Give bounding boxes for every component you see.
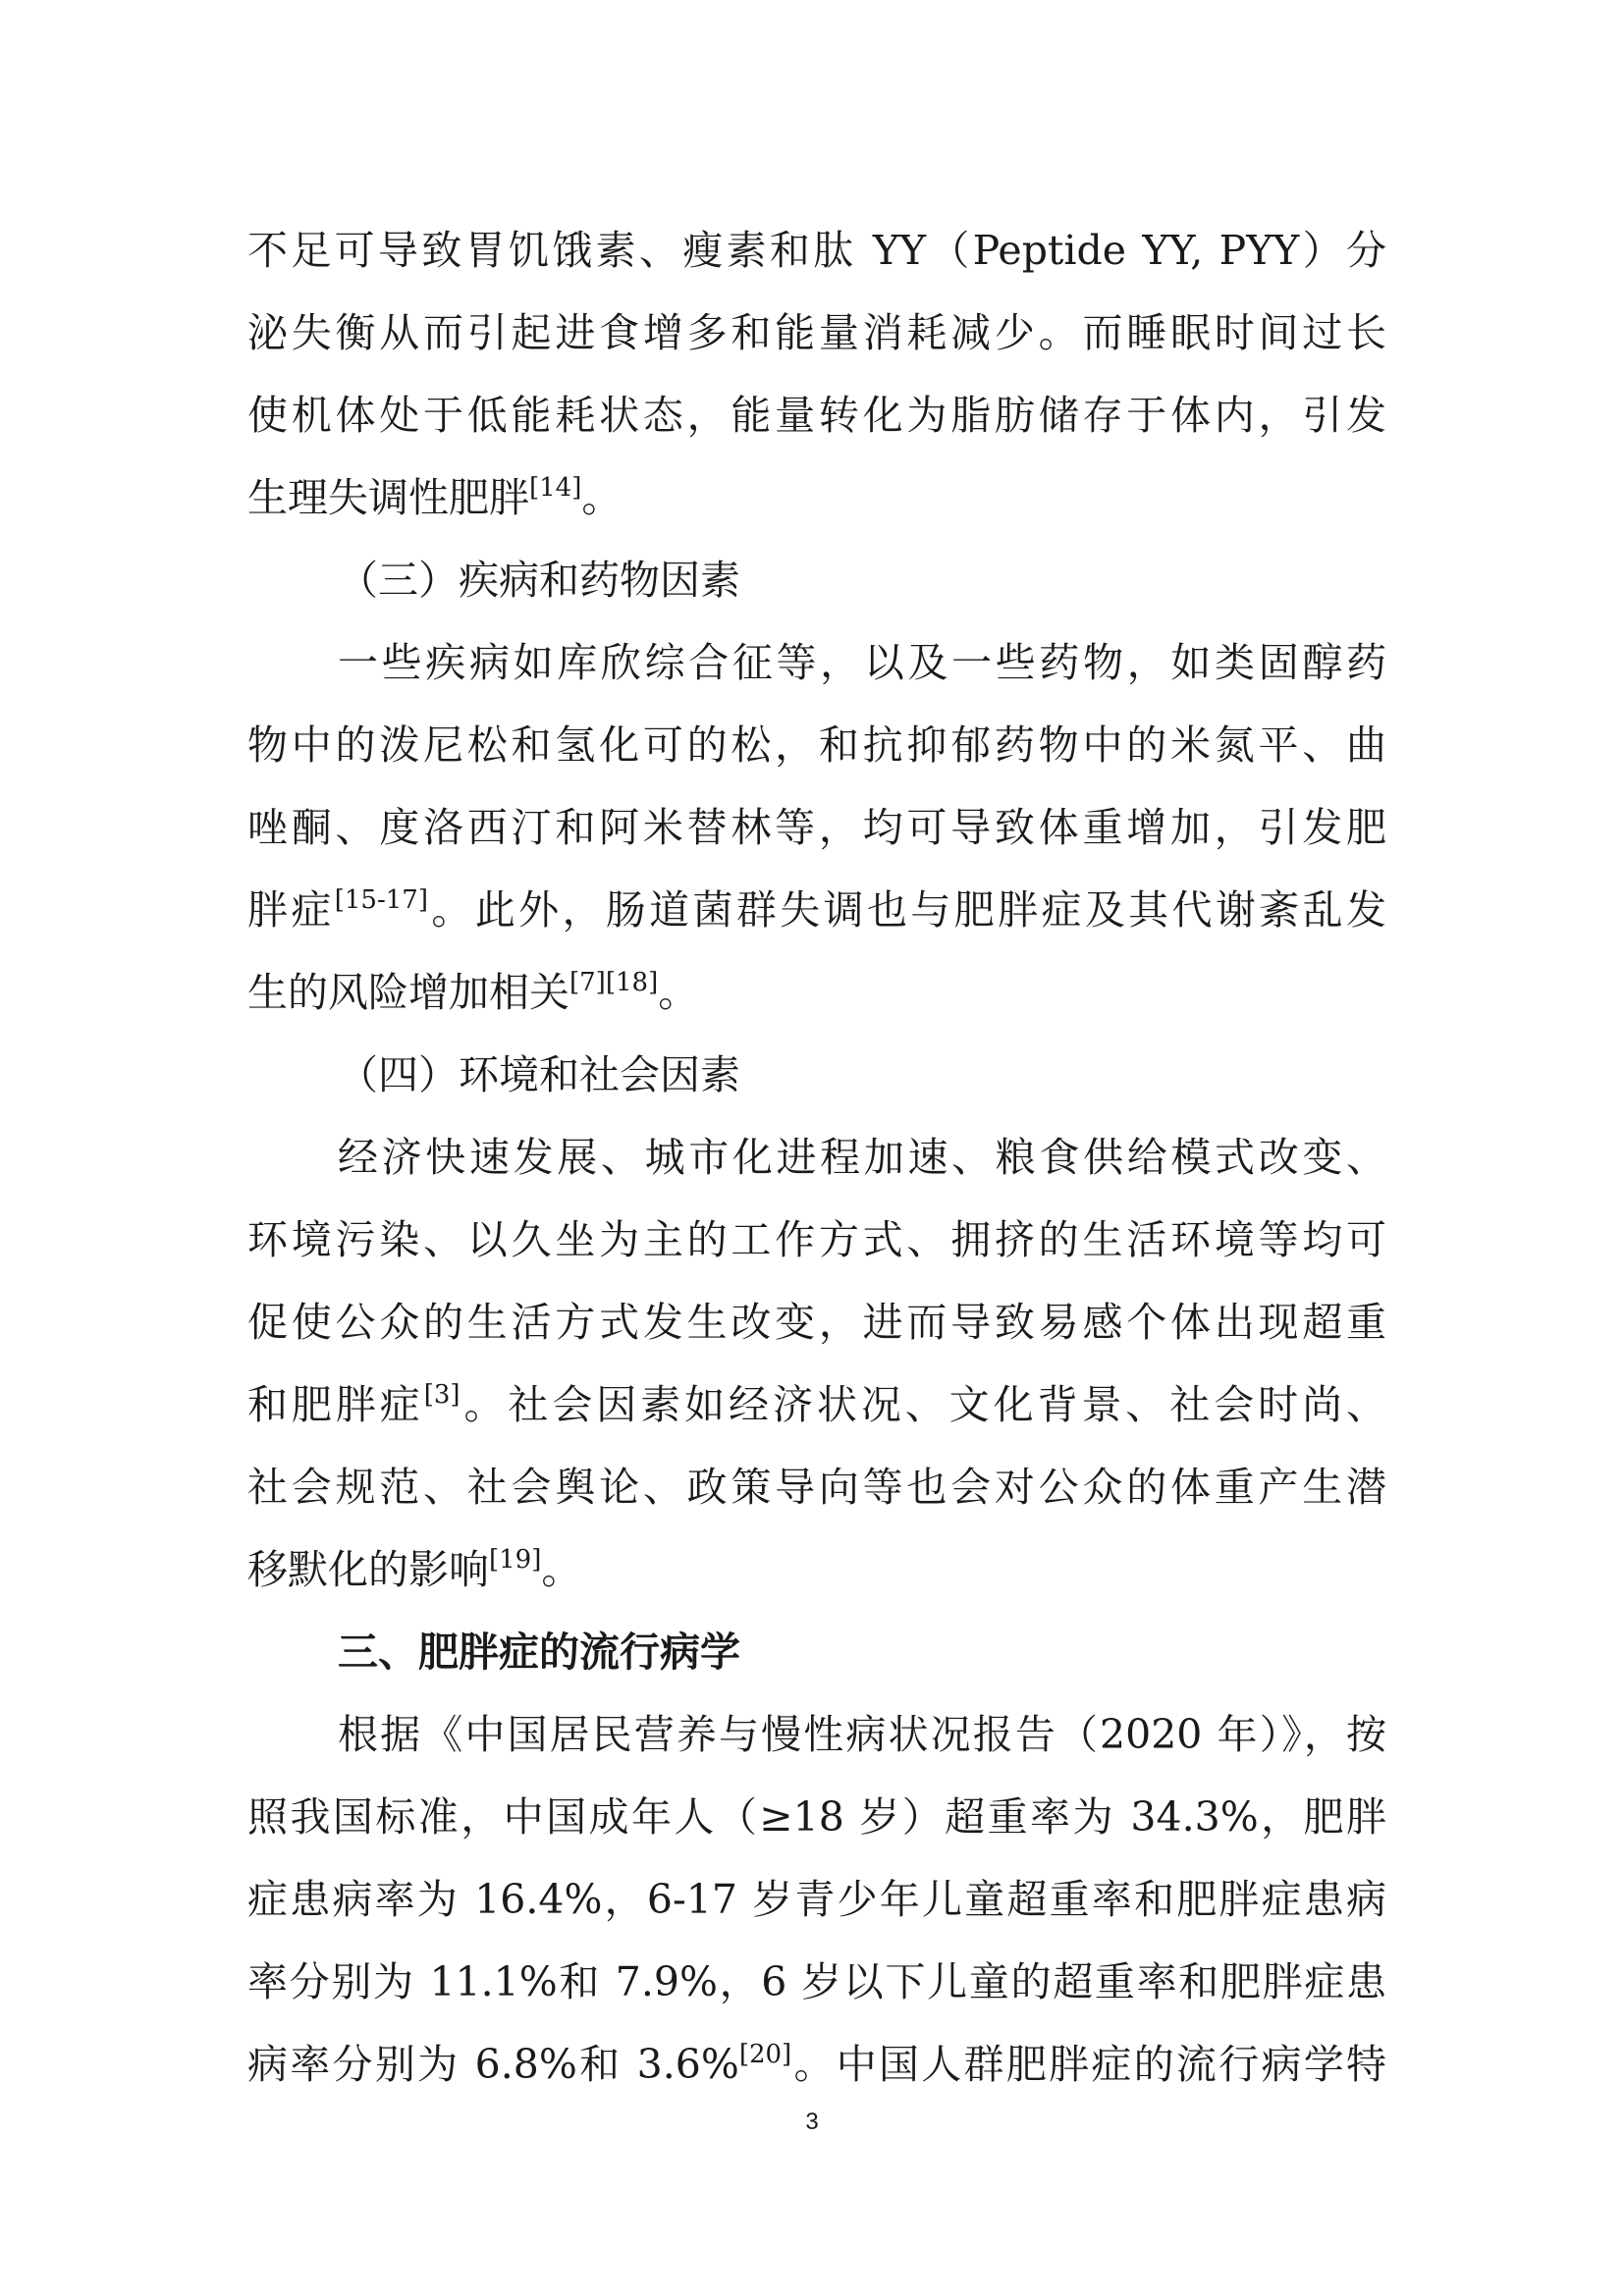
- paragraph-line: 和肥胖症[3]。社会因素如经济状况、文化背景、社会时尚、: [247, 1380, 1387, 1428]
- paragraph-line: 不足可导致胃饥饿素、瘦素和肽 YY（Peptide YY, PYY）分: [247, 227, 1386, 274]
- paragraph-line: 胖症[15-17]。此外，肠道菌群失调也与肥胖症及其代谢紊乱发: [247, 885, 1387, 934]
- paragraph-line: 促使公众的生活方式发生改变，进而导致易感个体出现超重: [247, 1299, 1386, 1346]
- subsection-heading: （四）环境和社会因素: [338, 1051, 740, 1098]
- citation-ref: [18]: [605, 968, 659, 997]
- paragraph-line: 移默化的影响[19]。: [247, 1545, 582, 1593]
- citation-ref: [15-17]: [334, 885, 428, 915]
- paragraph-line: 症患病率为 16.4%，6-17 岁青少年儿童超重率和肥胖症患病: [247, 1876, 1386, 1923]
- subsection-heading: （三）疾病和药物因素: [338, 557, 740, 604]
- paragraph-line: 生理失调性肥胖[14]。: [247, 473, 623, 521]
- citation-ref: [14]: [529, 473, 582, 503]
- paragraph-line: 物中的泼尼松和氢化可的松，和抗抑郁药物中的米氮平、曲: [247, 721, 1386, 769]
- paragraph-line: 环境污染、以久坐为主的工作方式、拥挤的生活环境等均可: [247, 1216, 1386, 1263]
- paragraph-line: 率分别为 11.1%和 7.9%，6 岁以下儿童的超重率和肥胖症患: [247, 1958, 1386, 2005]
- paragraph-line: 生的风险增加相关[7][18]。: [247, 968, 699, 1016]
- citation-ref: [7]: [569, 968, 606, 997]
- citation-ref: [19]: [489, 1545, 542, 1575]
- page-number: 3: [805, 2109, 819, 2135]
- paragraph-line: 社会规范、社会舆论、政策导向等也会对公众的体重产生潜: [247, 1464, 1386, 1511]
- citation-ref: [3]: [423, 1380, 460, 1410]
- paragraph-line: 一些疾病如库欣综合征等，以及一些药物，如类固醇药: [338, 639, 1386, 686]
- paragraph-line: 经济快速发展、城市化进程加速、粮食供给模式改变、: [338, 1134, 1386, 1181]
- paragraph-line: 泌失衡从而引起进食增多和能量消耗减少。而睡眠时间过长: [247, 309, 1386, 356]
- citation-ref: [20]: [738, 2040, 792, 2069]
- paragraph-line: 病率分别为 6.8%和 3.6%[20]。中国人群肥胖症的流行病学特: [247, 2040, 1386, 2088]
- paragraph-line: 根据《中国居民营养与慢性病状况报告（2020 年）》，按: [338, 1711, 1386, 1758]
- paragraph-line: 使机体处于低能耗状态，能量转化为脂肪储存于体内，引发: [247, 392, 1386, 439]
- section-heading: 三、肥胖症的流行病学: [338, 1629, 740, 1676]
- paragraph-line: 唑酮、度洛西汀和阿米替林等，均可导致体重增加，引发肥: [247, 804, 1386, 851]
- paragraph-line: 照我国标准，中国成年人（≥18 岁）超重率为 34.3%，肥胖: [247, 1793, 1386, 1841]
